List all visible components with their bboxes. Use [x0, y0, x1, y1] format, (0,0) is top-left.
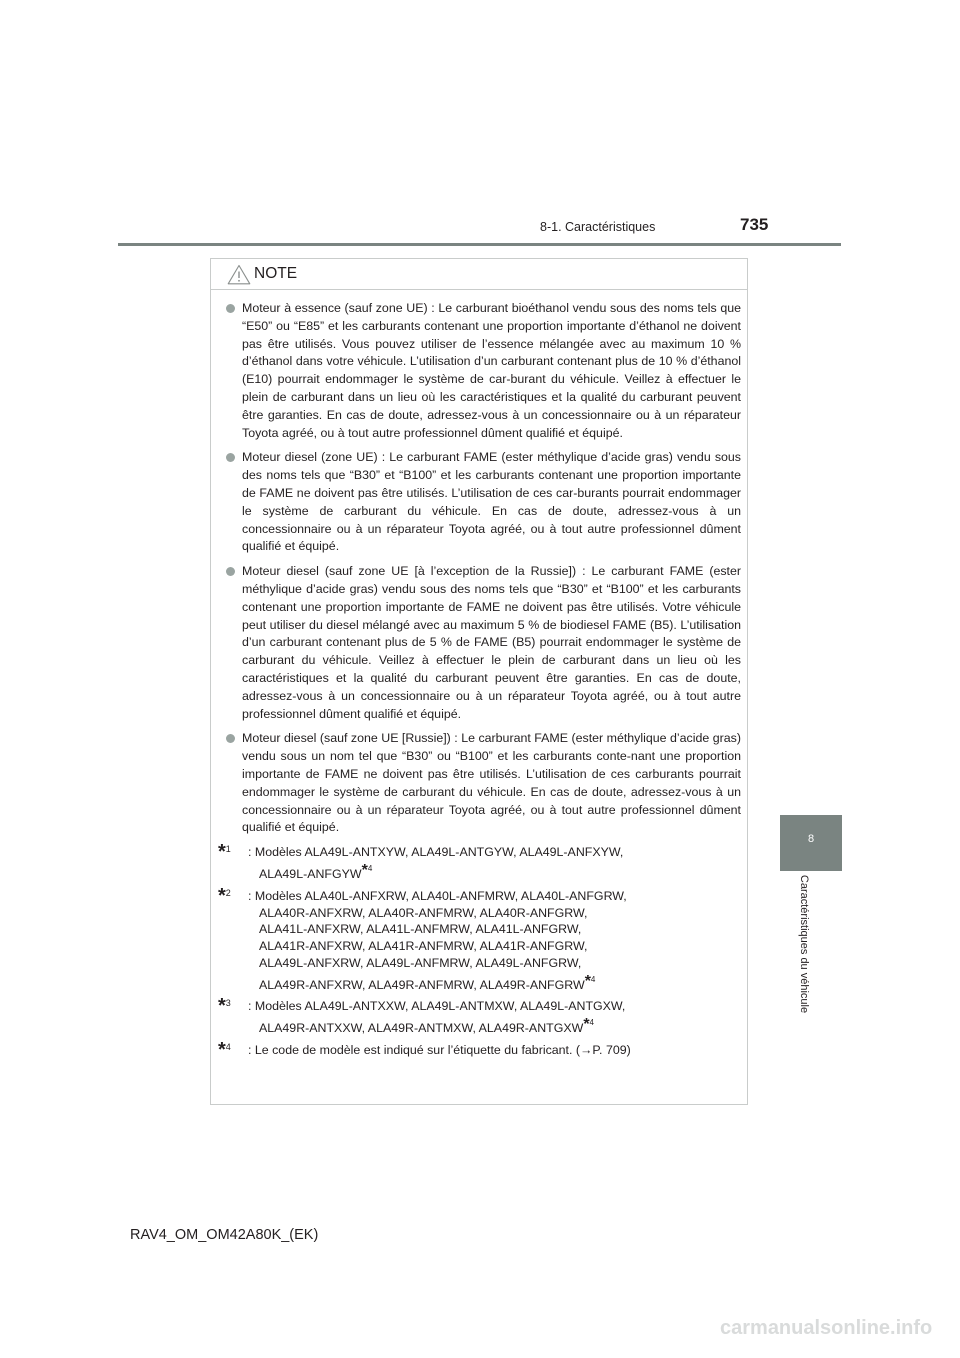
footnote-line: : Le code de modèle est indiqué sur l’étiquette du fabricant. (→P. 709) — [248, 1043, 631, 1058]
warning-triangle-icon — [227, 264, 251, 285]
footnote-marker: *$^1$ — [218, 841, 231, 864]
chapter-label: Caractéristiques du véhicule — [798, 874, 810, 1014]
note-header — [211, 259, 747, 290]
note-item-text: Moteur diesel (sauf zone UE [à l’exception de la Russie]) : Le carburant FAME (ester méthylique d’acide gras) vendu sous des noms tels que “B30” et “B100” et les carburants contenant une proportion importante de FAME ne doivent pas être utilisés. Votre véhicule peut utiliser du diesel mélangé avec au maximum 5 % de biodiesel FAME (B5). L’utilisation d’un carburant contenant plus de 5 % de FAME (B5) pourrait endommager le système de carburant du véhicule. Veillez à effectuer le plein de carburant dans un lieu où les caractéristiques et la qualité du carburant peuvent être garanties. En cas de doute, adressez-vous à un concessionnaire ou à un réparateur Toyota agréé, ou à tout autre professionnel dûment qualifié et équipé. — [242, 564, 741, 721]
note-box — [210, 258, 748, 1105]
note-item-text: Moteur diesel (zone UE) : Le carburant FAME (ester méthylique d’acide gras) vendu sous des noms tels que “B30” et “B100” et les carburants contenant une proportion importante de FAME ne doivent pas être utilisés. L’utilisation de ces car-burants pourrait endommager le système de carburant du véhicule. En cas de doute, adressez-vous à un concessionnaire ou à un réparateur Toyota agréé, ou à tout autre professionnel dûment qualifié et équipé. — [242, 450, 741, 554]
footnote-line: : Modèles ALA49L-ANTXXW, ALA49L-ANTMXW, ALA49L-ANTGXW, — [248, 999, 626, 1014]
bullet-icon — [226, 567, 235, 576]
footnotes — [218, 841, 741, 1062]
header-rule — [118, 243, 841, 246]
footnote-line: : Modèles ALA40L-ANFXRW, ALA40L-ANFMRW, ALA40L-ANFGRW, — [248, 888, 627, 903]
note-item — [224, 300, 741, 442]
footnote-4 — [218, 1039, 741, 1062]
footnote-line: ALA41L-ANFXRW, ALA41L-ANFMRW, ALA41L-ANFGRW, — [259, 922, 582, 937]
footnote-3 — [218, 995, 741, 1037]
footnote-line: ALA49L-ANFXRW, ALA49L-ANFMRW, ALA49L-ANFGRW, — [259, 955, 582, 970]
note-body — [211, 300, 747, 1064]
note-item — [224, 449, 741, 556]
document-code: RAV4_OM_OM42A80K_(EK) — [130, 1227, 319, 1243]
watermark: carmanualsonline.info — [720, 1317, 933, 1339]
note-title: NOTE — [254, 265, 298, 282]
footnote-marker: *$^2$ — [218, 884, 231, 907]
bullet-icon — [226, 304, 235, 313]
footnote-line: ALA40R-ANFXRW, ALA40R-ANFMRW, ALA40R-ANFGRW, — [259, 905, 588, 920]
note-item-text: Moteur à essence (sauf zone UE) : Le carburant bioéthanol vendu sous des noms tels que “E50” ou “E85” et les carburants contenant une proportion importante d’éthanol ne doivent pas être utilisés. Vous pouvez utiliser de l’essence mélangée avec au maximum 10 % d’éthanol dans votre véhicule. L’utilisation d’un carburant contenant plus de 10 % d’éthanol (E10) pourrait endommager le système de car-burant du véhicule. Veillez à effectuer le plein de carburant dans un lieu où les caractéristiques et la qualité du carburant peuvent être garanties. En cas de doute, adressez-vous à un concessionnaire ou à un réparateur Toyota agréé, ou à tout autre professionnel dûment qualifié et équipé. — [242, 301, 741, 440]
footnote-1 — [218, 841, 741, 883]
footnote-line: ALA49L-ANFGYW*$^4$ — [259, 861, 373, 881]
footnote-marker: *$^4$ — [218, 1039, 231, 1062]
bullet-icon — [226, 453, 235, 462]
footnote-line: ALA41R-ANFXRW, ALA41R-ANFMRW, ALA41R-ANFGRW, — [259, 939, 588, 954]
bullet-icon — [226, 734, 235, 743]
footnote-2 — [218, 884, 741, 994]
page-number: 735 — [740, 215, 769, 234]
footnote-line: ALA49R-ANFXRW, ALA49R-ANFMRW, ALA49R-ANFGRW*$^4$ — [259, 972, 596, 992]
footnote-line: : Modèles ALA49L-ANTXYW, ALA49L-ANTGYW, ALA49L-ANFXYW, — [248, 845, 624, 860]
note-item — [224, 730, 741, 837]
note-item-text: Moteur diesel (sauf zone UE [Russie]) : Le carburant FAME (ester méthylique d’acide gras) vendu sous un nom tel que “B30” ou “B100” et les carburants conte-nant une proportion importante de FAME ne doivent pas être utilisés. L’utilisation de ces carburants pourrait endommager le système de carburant du véhicule. En cas de doute, adressez-vous à un concessionnaire ou à un réparateur Toyota agréé, ou à tout autre professionnel dûment qualifié et équipé. — [242, 731, 741, 835]
footnote-marker: *$^3$ — [218, 995, 231, 1018]
section-title: 8-1. Caractéristiques — [540, 220, 656, 234]
note-item — [224, 563, 741, 723]
chapter-number: 8 — [807, 833, 815, 845]
footnote-line: ALA49R-ANTXXW, ALA49R-ANTMXW, ALA49R-ANTGXW*$^4$ — [259, 1016, 594, 1036]
